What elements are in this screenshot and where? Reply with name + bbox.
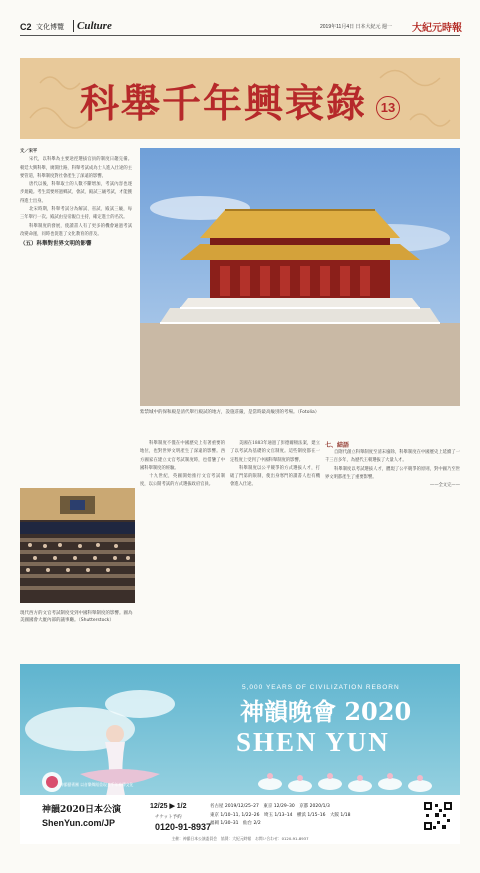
photo-caption: 現代西方的文官考試制度受到中國科舉制度的影響。圖為美國國會大廈內部的議事廳。（Shutterstock）	[20, 611, 133, 623]
photo-caption: 紫禁城中的保和殿是清代舉行殿試的地方，設施莊嚴，是當時最高級別的考場。（Fotolia）	[140, 410, 320, 415]
ad-phone-number[interactable]: 0120-91-8937	[155, 822, 212, 832]
newspaper-masthead: 大紀元時報	[412, 23, 462, 34]
article-column-4	[325, 440, 460, 640]
article-column-1	[20, 148, 132, 408]
paragraph: 科舉制度的發展，使讀書人有了更多的機會通過考試改變命運，同時也促進了文化教育的普及。	[20, 223, 132, 237]
paragraph: 宋代，以科舉為主要途徑選拔官員的制度日趨完備。朝廷大興科舉，廣開仕路，科舉考試成為士人進入仕途的主要管道，科舉制度對社會產生了深遠的影響。	[20, 157, 132, 179]
page-number: C2	[20, 22, 32, 32]
article-column-2	[140, 440, 225, 640]
issue-date: 2019年11月4日 日本大紀元 週一	[320, 24, 392, 30]
article-column-3	[230, 440, 320, 640]
ad-title-cn: 神韻晚會 2020	[240, 697, 412, 726]
ad-schedule-line: 名古屋 2019/12/25–27 東京 12/29–30 京都 2020/1/3	[210, 804, 330, 809]
ad-tour-dates: 12/25 ▶ 1/2	[150, 803, 187, 810]
ad-schedule-line: 福岡 1/30–31 仙台 2/2	[210, 821, 261, 826]
ad-schedule	[210, 803, 415, 829]
congress-photo	[20, 488, 135, 603]
paragraph: 十九世紀，英國開始推行文官考試制度，以公開考試的方式選拔政府官員。	[140, 474, 225, 488]
ad-title-en: SHEN YUN	[236, 727, 390, 757]
article-title: 科舉千年興衰錄	[80, 81, 368, 127]
paragraph: 美國在1883年通過了彭德爾頓法案，建立了以考試為基礎的文官制度。這些制度都在一定程度上受到了中國科舉制度的影響。	[230, 441, 320, 463]
paragraph: 唐代以後，科舉取士的人數不斷增加，考試內容也逐步規範。考生需要經過鄉試、會試、殿試三級考試，才能獲得進士出身。	[20, 182, 132, 204]
qr-code-icon[interactable]	[423, 801, 453, 831]
palace-photo	[140, 148, 460, 406]
section-name-cn: 文化博覽	[36, 23, 64, 31]
conclusion-heading: 七、結語	[325, 442, 350, 449]
ad-website-link[interactable]: ShenYun.com/JP	[42, 818, 116, 828]
episode-badge: 13	[376, 96, 400, 120]
byline: 文／宋平	[20, 149, 38, 154]
section-heading: （五）科舉對世界文明的影響	[20, 241, 92, 248]
paragraph: 科舉制度以考試選拔人才，體現了公平競爭的原則，對中國乃至世界文明都產生了重要影響。	[325, 466, 460, 480]
ad-company-text: 神韻藝術團 以音樂舞蹈重現五千年神傳文化	[60, 782, 134, 787]
ad-footer: 主催：神韻日本公演委員会 協賛：大紀元時報 お問い合わせ：0120-91-8937	[171, 836, 309, 841]
ad-tagline: 5,000 YEARS OF CIVILIZATION REBORN	[242, 684, 400, 691]
paragraph: 自隋代創立科舉制度至清末廢除，科舉制度在中國歷史上延續了一千三百多年，為歷代王朝選拔了大量人才。	[325, 450, 460, 464]
paragraph: 科舉制度以公平競爭的方式選拔人才，打破了門第的限制，使出身寒門的讀書人也有機會進入仕途。	[230, 465, 320, 488]
ad-phone-label: チケット予約	[155, 815, 182, 820]
section-divider	[73, 20, 74, 32]
ad-tour-label: 神韻2020日本公演	[42, 805, 122, 815]
paragraph: 科舉制度不僅在中國歷史上有著重要的地位，也對世界文明產生了深遠的影響。西方國家在建立文官考試制度時，也借鑒了中國科舉制度的經驗。	[140, 441, 225, 471]
section-name-en: Culture	[77, 20, 112, 32]
end-note: ——全文完——	[429, 483, 460, 489]
header-rule	[20, 35, 460, 36]
paragraph: 北宋時期，科舉考試分為解試、省試、殿試三級，每三年舉行一次。殿試由皇帝親自主持，確定進士的名次。	[20, 207, 132, 221]
ad-schedule-line: 東京 1/10–11, 1/22–26 埼玉 1/13–14 横浜 1/15–16 大阪 1/18	[210, 812, 351, 818]
